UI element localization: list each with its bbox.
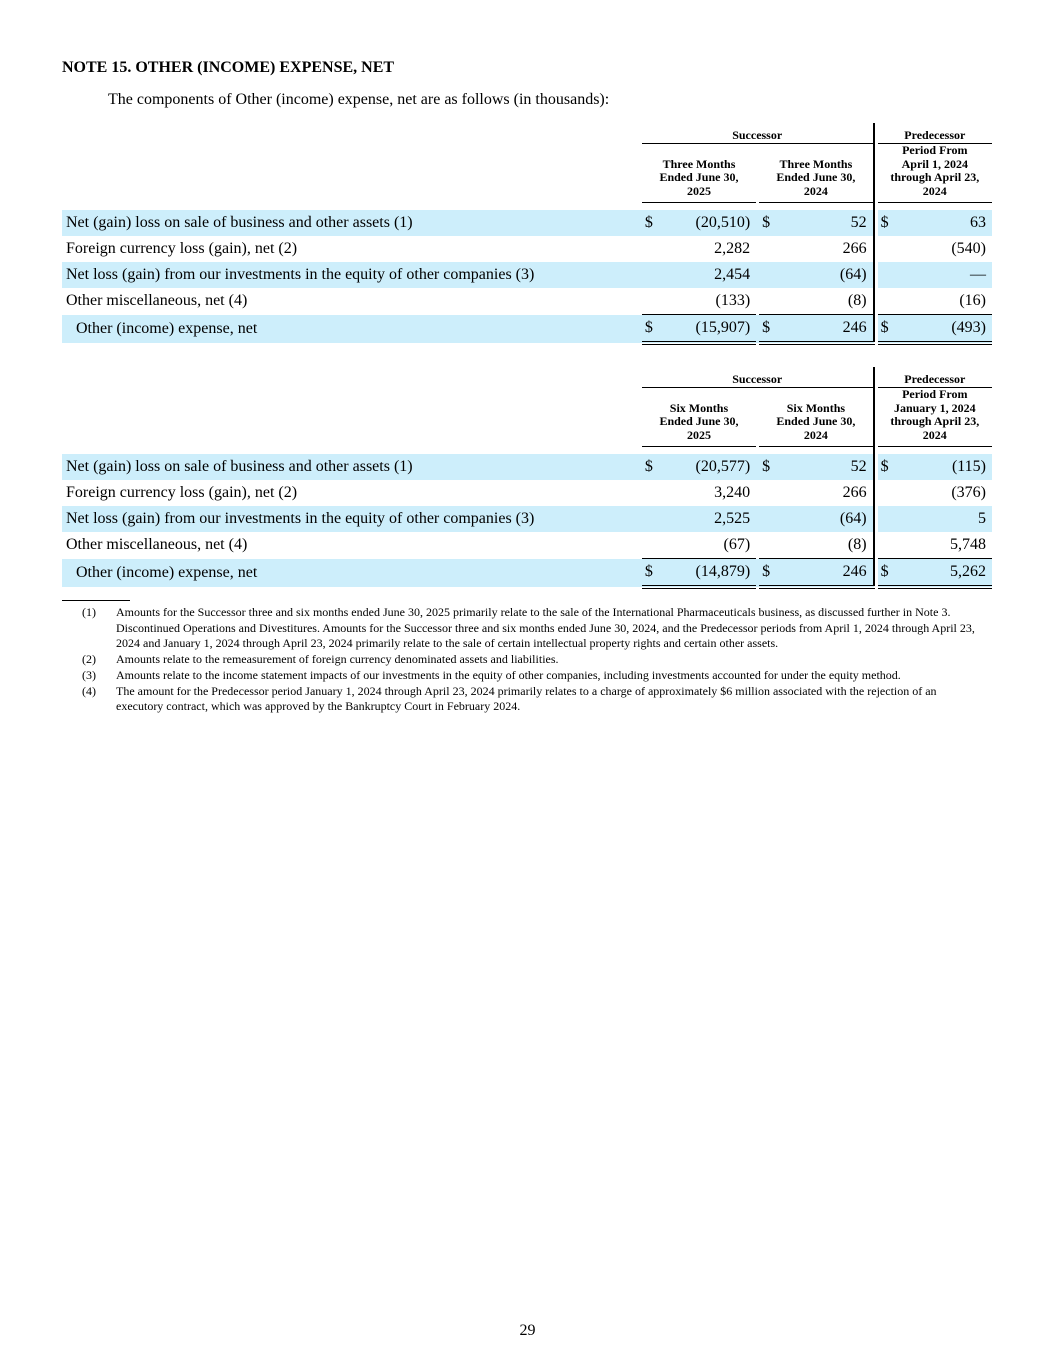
footnote: (2) Amounts relate to the remeasurement of foreign currency denominated assets and liabilities. bbox=[82, 652, 559, 667]
value-cell: (8) bbox=[775, 532, 873, 559]
row-label: Net loss (gain) from our investments in the equity of other companies (3) bbox=[62, 506, 642, 532]
value-cell: 52 bbox=[775, 454, 873, 480]
value-cell: (115) bbox=[894, 454, 992, 480]
row-label: Net (gain) loss on sale of business and other assets (1) bbox=[62, 210, 642, 236]
value-cell: 266 bbox=[842, 484, 867, 501]
column-header: Period From January 1, 2024 through April 23, 2024 bbox=[878, 388, 992, 447]
column-header: Six Months Ended June 30, 2024 bbox=[759, 388, 873, 447]
footnote-divider bbox=[62, 600, 130, 601]
column-header: Six Months Ended June 30, 2025 bbox=[642, 388, 756, 447]
table-row: Net (gain) loss on sale of business and other assets (1) $ (20,510) $ 52 $ 63 bbox=[62, 210, 992, 236]
footnotes bbox=[62, 605, 982, 715]
table-row: Net (gain) loss on sale of business and other assets (1) $ (20,577) $ 52 $ (115) bbox=[62, 454, 992, 480]
three-months-table bbox=[62, 123, 992, 345]
value-cell: 5 bbox=[894, 506, 992, 532]
value-cell: (64) bbox=[775, 506, 873, 532]
value-cell: 63 bbox=[894, 210, 992, 236]
value-cell: (16) bbox=[894, 288, 992, 315]
table-row bbox=[62, 236, 992, 262]
value-cell: (20,577) bbox=[658, 454, 756, 480]
value-cell: (493) bbox=[894, 315, 992, 344]
row-label: Other miscellaneous, net (4) bbox=[66, 292, 248, 310]
row-label: Net (gain) loss on sale of business and other assets (1) bbox=[62, 454, 642, 480]
note-heading: NOTE 15. OTHER (INCOME) EXPENSE, NET bbox=[62, 59, 395, 76]
value-cell: 2,525 bbox=[658, 506, 756, 532]
footnote: (3) Amounts relate to the income statement impacts of our investments in the equity of other companies, including investments accounted for under the equity method. bbox=[82, 667, 901, 682]
value-cell: 2,454 bbox=[658, 262, 756, 288]
total-row: Other (income) expense, net $ (15,907) $ 246 $ (493) bbox=[62, 315, 992, 344]
table-row bbox=[62, 288, 992, 315]
intro-text: The components of Other (income) expense, net are as follows (in thousands): bbox=[108, 91, 610, 108]
row-label: Other (income) expense, net bbox=[62, 315, 642, 344]
table-row bbox=[62, 480, 992, 506]
value-cell: 2,282 bbox=[714, 240, 751, 257]
value-cell: 5,748 bbox=[894, 532, 992, 559]
value-cell: (64) bbox=[775, 262, 873, 288]
value-cell: (133) bbox=[658, 288, 756, 315]
column-header: Three Months Ended June 30, 2025 bbox=[642, 144, 756, 203]
value-cell: — bbox=[894, 262, 992, 288]
row-label: Foreign currency loss (gain), net (2) bbox=[66, 484, 298, 501]
footnote: (4) The amount for the Predecessor period January 1, 2024 through April 23, 2024 primarily relates to a charge of approximately $6 million associated with the rejection of an executory contract, which was approved by the Bankruptcy Court in February 2024. bbox=[82, 683, 937, 714]
value-cell: (67) bbox=[658, 532, 756, 559]
table-row bbox=[62, 262, 992, 288]
value-cell: 266 bbox=[842, 240, 867, 257]
group-successor: Successor bbox=[642, 123, 874, 144]
group-predecessor: Predecessor bbox=[878, 367, 992, 388]
row-label: Other (income) expense, net bbox=[62, 559, 642, 588]
six-months-table bbox=[62, 367, 992, 589]
row-label: Net loss (gain) from our investments in the equity of other companies (3) bbox=[62, 262, 642, 288]
column-header: Period From April 1, 2024 through April 23, 2024 bbox=[878, 144, 992, 203]
value-cell: 52 bbox=[775, 210, 873, 236]
column-header: Three Months Ended June 30, 2024 bbox=[759, 144, 873, 203]
row-label: Other miscellaneous, net (4) bbox=[66, 536, 248, 554]
value-cell: 246 bbox=[775, 315, 873, 344]
group-predecessor: Predecessor bbox=[878, 123, 992, 144]
table-row bbox=[62, 532, 992, 559]
value-cell: 5,262 bbox=[894, 559, 992, 588]
row-label: Foreign currency loss (gain), net (2) bbox=[66, 240, 298, 257]
group-successor: Successor bbox=[642, 367, 874, 388]
footnote: (1) Amounts for the Successor three and six months ended June 30, 2025 primarily relate to the sale of the International Pharmaceuticals business, as discussed further in Note 3. Discontinued Operations and Divestitures. Amounts for the Successor three and six months ended June 30, 2024, and the Predecessor periods from April 1, 2024 through April 23, 2024 and January 1, 2024 through April 23, 2024 primarily relate to the sale of certain intellectual property rights and certain other assets. bbox=[82, 605, 975, 651]
value-cell: (20,510) bbox=[658, 210, 756, 236]
page-number: 29 bbox=[519, 1322, 536, 1339]
value-cell: 3,240 bbox=[714, 484, 751, 501]
table-row bbox=[62, 506, 992, 532]
value-cell: (15,907) bbox=[658, 315, 756, 344]
value-cell: (540) bbox=[951, 240, 986, 257]
value-cell: (376) bbox=[951, 484, 986, 501]
value-cell: (14,879) bbox=[658, 559, 756, 588]
total-row: Other (income) expense, net $ (14,879) $ 246 $ 5,262 bbox=[62, 559, 992, 588]
value-cell: 246 bbox=[775, 559, 873, 588]
value-cell: (8) bbox=[775, 288, 873, 315]
